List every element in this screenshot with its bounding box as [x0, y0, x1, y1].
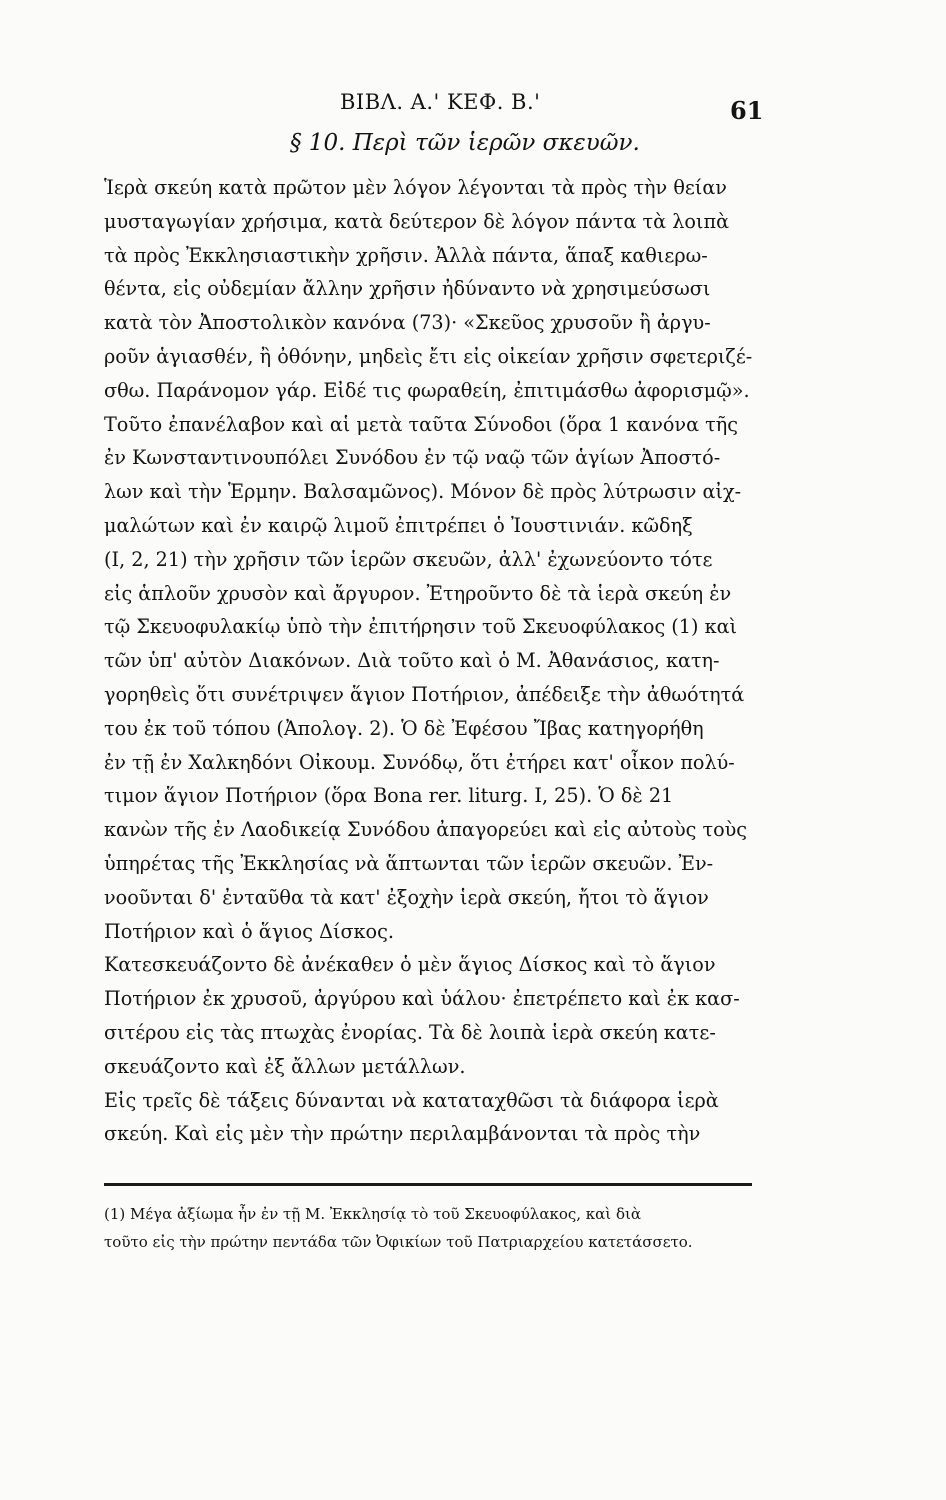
page-number: 61 — [730, 96, 764, 125]
body-line: (Ι, 2, 21) τὴν χρῆσιν τῶν ἱερῶν σκευῶν, ἀλλ' ἐχωνεύοντο τότε — [104, 547, 713, 571]
body-line: τῶν ὑπ' αὐτὸν Διακόνων. Διὰ τοῦτο καὶ ὁ Μ. Ἀθανάσιος, κατη- — [104, 649, 720, 673]
footnote-line: (1) Μέγα ἀξίωμα ἦν ἐν τῇ Μ. Ἐκκλησίᾳ τὸ τοῦ Σκευοφύλακος, καὶ διὰ — [104, 1205, 641, 1223]
running-head — [0, 90, 946, 125]
body-line: εἰς ἁπλοῦν χρυσὸν καὶ ἄργυρον. Ἐτηροῦντο δὲ τὰ ἱερὰ σκεύη ἐν — [104, 581, 732, 605]
body-line: σκευάζοντο καὶ ἐξ ἄλλων μετάλλων. — [104, 1054, 466, 1078]
body-line: ἐν τῇ ἐν Χαλκηδόνι Οἰκουμ. Συνόδῳ, ὅτι ἐτήρει κατ' οἶκον πολύ- — [104, 750, 735, 774]
body-line: Τοῦτο ἐπανέλαβον καὶ αἱ μετὰ ταῦτα Σύνοδοι (ὅρα 1 κανόνα τῆς — [104, 412, 739, 436]
body-line: τιμον ἅγιον Ποτήριον (ὅρα Bona rer. liturg. Ι, 25). Ὁ δὲ 21 — [104, 784, 674, 808]
body-line: σιτέρου εἰς τὰς πτωχὰς ἐνορίας. Τὰ δὲ λοιπὰ ἱερὰ σκεύη κατε- — [104, 1021, 716, 1044]
body-line: σθω. Παράνομον γάρ. Εἰδέ τις φωραθείη, ἐπιτιμάσθω ἀφορισμῷ». — [104, 378, 750, 402]
body-line: μαλώτων καὶ ἐν καιρῷ λιμοῦ ἐπιτρέπει ὁ Ἰουστινιάν. κῶδηξ — [104, 514, 693, 537]
body-line: θέντα, εἰς οὐδεμίαν ἄλλην χρῆσιν ἠδύναντο νὰ χρησιμεύσωσι — [104, 277, 711, 301]
body-line: νοοῦνται δ' ἐνταῦθα τὰ κατ' ἐξοχὴν ἱερὰ σκεύη, ἤτοι τὸ ἅγιον — [104, 885, 709, 909]
body-line: ἐν Κωνσταντινουπόλει Συνόδου ἐν τῷ ναῷ τῶν ἁγίων Ἀποστό- — [104, 446, 721, 470]
body-line: κανὼν τῆς ἐν Λαοδικείᾳ Συνόδου ἀπαγορεύει καὶ εἰς αὐτοὺς τοὺς — [104, 818, 748, 842]
body-line: τὰ πρὸς Ἐκκλησιαστικὴν χρῆσιν. Ἀλλὰ πάντα, ἅπαξ καθιερω- — [104, 243, 708, 267]
body-line: Ποτήριον ἐκ χρυσοῦ, ἀργύρου καὶ ὑάλου· ἐπετρέπετο καὶ ἐκ κασ- — [104, 987, 740, 1011]
body-line: του ἐκ τοῦ τόπου (Ἀπολογ. 2). Ὁ δὲ Ἐφέσου Ἴβας κατηγορήθη — [104, 716, 704, 740]
footnote-line: τοῦτο εἰς τὴν πρώτην πεντάδα τῶν Ὀφικίων τοῦ Πατριαρχείου κατετάσσετο. — [104, 1233, 693, 1251]
body-line: ροῦν ἁγιασθέν, ἢ ὀθόνην, μηδεὶς ἔτι εἰς οἰκείαν χρῆσιν σφετεριζέ- — [104, 345, 753, 368]
body-line: γορηθεὶς ὅτι συνέτριψεν ἅγιον Ποτήριον, ἀπέδειξε τὴν ἀθωότητά — [104, 683, 745, 706]
body-line: Εἰς τρεῖς δὲ τάξεις δύνανται νὰ καταταχθῶσι τὰ διάφορα ἱερὰ — [104, 1088, 719, 1112]
body-line: λων καὶ τὴν Ἑρμην. Βαλσαμῶνος). Μόνον δὲ πρὸς λύτρωσιν αἰχ- — [104, 480, 742, 504]
section-heading: § 10. Περὶ τῶν ἱερῶν σκευῶν. — [290, 130, 640, 156]
body-line: Κατεσκευάζοντο δὲ ἀνέκαθεν ὁ μὲν ἅγιος Δίσκος καὶ τὸ ἅγιον — [104, 953, 716, 977]
running-title: ΒΙΒΛ. Α.' ΚΕΦ. Β.' — [340, 90, 541, 114]
body-line: μυσταγωγίαν χρήσιμα, κατὰ δεύτερον δὲ λόγον πάντα τὰ λοιπὰ — [104, 209, 730, 233]
body-line: σκεύη. Καὶ εἰς μὲν τὴν πρώτην περιλαμβάνονται τὰ πρὸς τὴν — [104, 1122, 701, 1146]
body-line: ὑπηρέτας τῆς Ἐκκλησίας νὰ ἅπτωνται τῶν ἱερῶν σκευῶν. Ἐν- — [104, 852, 714, 875]
body-line: κατὰ τὸν Ἀποστολικὸν κανόνα (73)· «Σκεῦος χρυσοῦν ἢ ἀργυ- — [104, 311, 711, 335]
body-line: Ποτήριον καὶ ὁ ἅγιος Δίσκος. — [104, 919, 394, 943]
body-line: τῷ Σκευοφυλακίῳ ὑπὸ τὴν ἐπιτήρησιν τοῦ Σκευοφύλακος (1) καὶ — [104, 615, 738, 639]
body-line: Ἱερὰ σκεύη κατὰ πρῶτον μὲν λόγον λέγονται τὰ πρὸς τὴν θείαν — [104, 176, 727, 199]
footnote-divider — [104, 1183, 752, 1186]
